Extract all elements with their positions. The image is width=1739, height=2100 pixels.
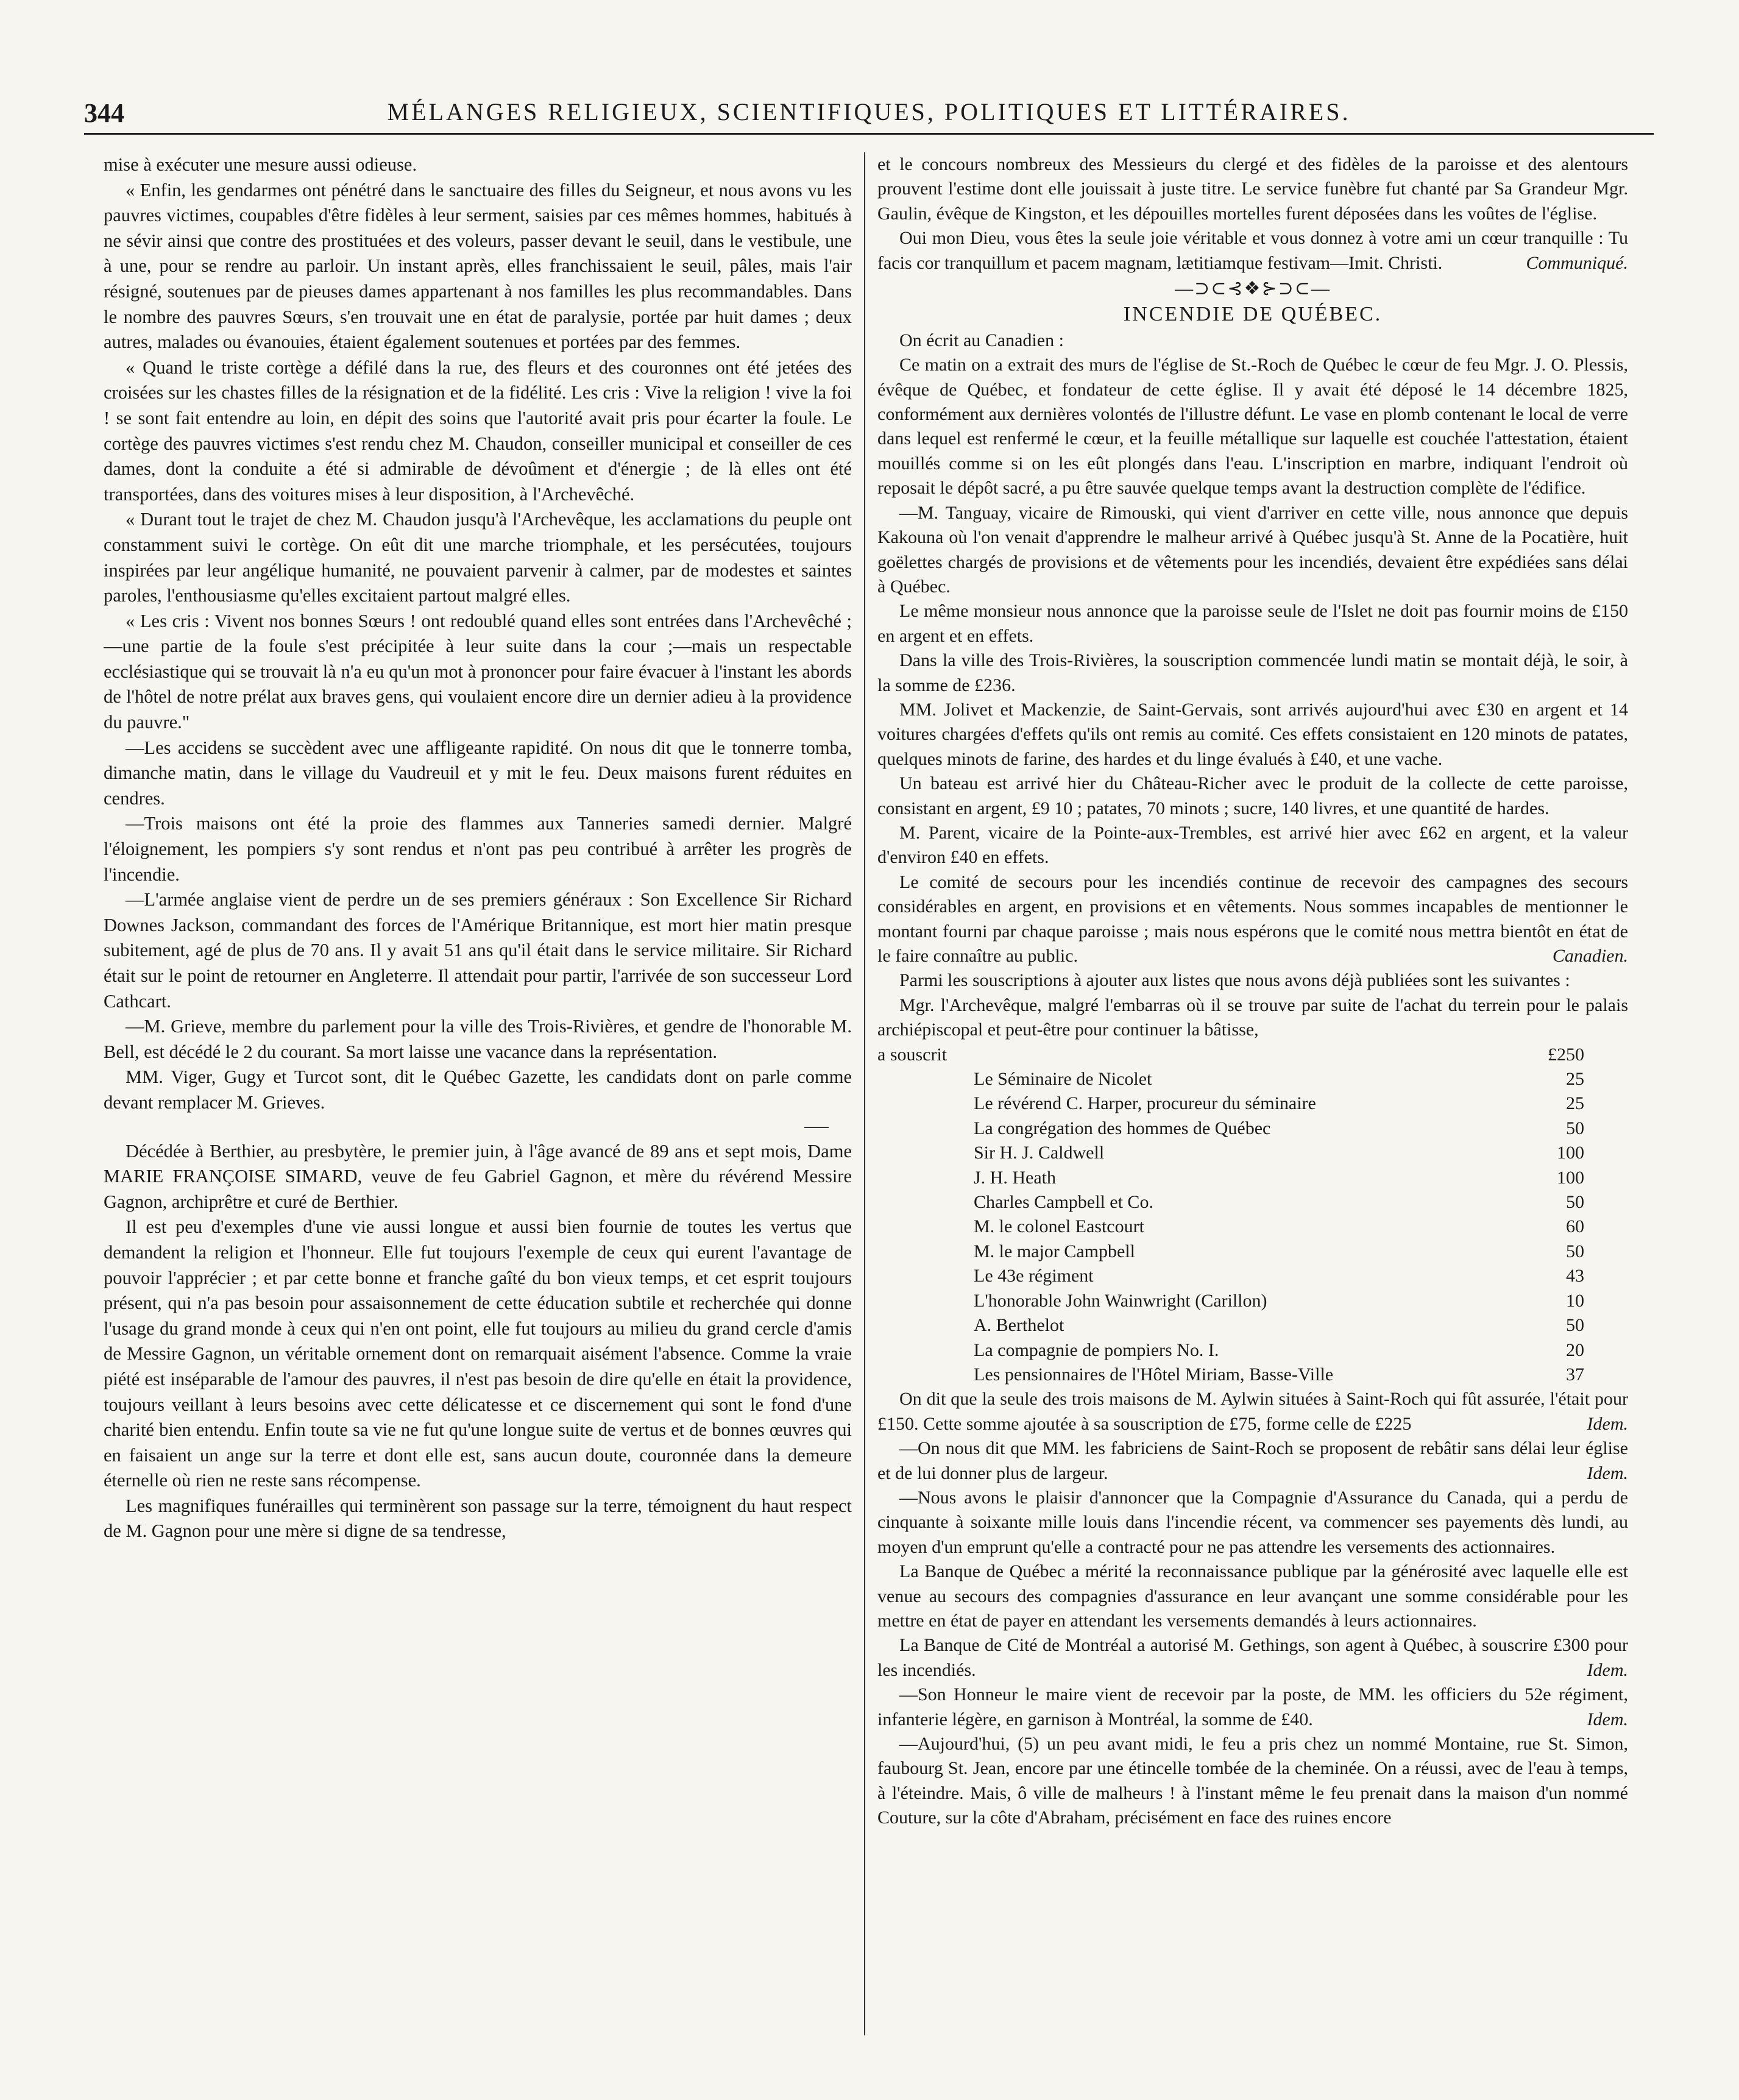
paragraph: mise à exécuter une mesure aussi odieuse.	[104, 154, 417, 175]
subscriber-name: Le 43e régiment	[974, 1266, 1094, 1286]
subscriber-name: Sir H. J. Caldwell	[974, 1143, 1105, 1163]
subscriber-name: M. le major Campbell	[974, 1241, 1135, 1261]
subscription-amount: 50	[1566, 1118, 1584, 1138]
obituary-paragraph: Décédée à Berthier, au presbytère, le premier juin, à l'âge avancé de 89 ans et sept mois, Dame MARIE FRANÇOISE SIMARD, veuve de feu Gabriel Gagnon, et mère du révérend Messire Gagnon, archiprêtre et curé de Berthier.	[104, 1140, 852, 1212]
left-column	[104, 152, 852, 2072]
subscriber-name: L'honorable John Wainwright (Carillon)	[974, 1290, 1267, 1311]
subscription-row	[877, 1240, 1628, 1264]
paragraph: —Aujourd'hui, (5) un peu avant midi, le feu a pris chez un nommé Montaine, rue St. Simon, faubourg St. Jean, encore par une étincelle tombée de la cheminée. On a réussi, avec de l'eau à temps, à l'éteindre. Mais, ô ville de malheurs ! à l'instant même le feu prenait dans la maison d'un nommé Couture, sur la côte d'Abraham, précisément en face des ruines encore	[877, 1734, 1628, 1828]
subscription-amount: 37	[1566, 1364, 1584, 1385]
paragraph-text: —Son Honneur le maire vient de recevoir par la poste, de MM. les officiers du 52e régiment, infanterie légère, en garnison à Montréal, la somme de £40.	[877, 1684, 1628, 1729]
ornament-divider: —⊃⊂⊰❖⊱⊃⊂—	[1175, 278, 1331, 299]
paragraph: MM. Jolivet et Mackenzie, de Saint-Gervais, sont arrivés aujourd'hui avec £30 en argent et 14 voitures chargées d'effets qu'ils ont remis au comité. Ces effets consistaient en 120 minots de patates, quelques minots de farine, des hardes et du linge évalués à £40, et une vache.	[877, 699, 1628, 769]
paragraph: —L'armée anglaise vient de perdre un de ses premiers généraux : Son Excellence Sir Richard Downes Jackson, commandant des forces de l'Amérique Britannique, est mort hier matin presque subitement, agé de plus de 70 ans. Il y avait 51 ans qu'il était dans le service militaire. Sir Richard était sur le point de retourner en Angleterre. Il attendait pour partir, l'arrivée de son successeur Lord Cathcart.	[104, 889, 852, 1012]
subscription-row	[877, 1067, 1628, 1091]
paragraph-text: —On nous dit que MM. les fabriciens de Saint-Roch se proposent de rebâtir sans délai leur église et de lui donner plus de largeur.	[877, 1438, 1628, 1483]
signature: Canadien.	[1552, 946, 1628, 966]
subscription-row	[877, 1116, 1628, 1141]
page-header	[84, 98, 1654, 135]
separator-rule	[804, 1127, 829, 1128]
subscription-amount: 43	[1566, 1266, 1584, 1286]
paragraph-text: On dit que la seule des trois maisons de M. Aylwin situées à Saint-Roch qui fût assurée, l'était pour £150. Cette somme ajoutée à sa souscription de £75, forme celle de £225	[877, 1389, 1628, 1434]
subscriber-name: La congrégation des hommes de Québec	[974, 1118, 1271, 1138]
paragraph	[877, 1683, 1628, 1732]
paragraph	[877, 1387, 1628, 1436]
running-title: MÉLANGES RELIGIEUX, SCIENTIFIQUES, POLITIQUES ET LITTÉRAIRES.	[387, 98, 1351, 126]
signature: Idem.	[1587, 1659, 1628, 1680]
signature: Idem.	[1587, 1413, 1628, 1434]
page-number: 344	[84, 98, 124, 128]
subscription-amount: 20	[1566, 1339, 1584, 1360]
paragraph-text: Oui mon Dieu, vous êtes la seule joie véritable et vous donnez à votre ami un cœur tranquille : Tu facis cor tranquillum et pacem magnam, lætitiamque festivam—Imit. Christi.	[877, 228, 1628, 273]
paragraph: « Les cris : Vivent nos bonnes Sœurs ! ont redoublé quand elles sont entrées dans l'Archevêché ;—une partie de la foule s'est précipitée à leur suite dans la cour ;—mais un respectable ecclésiastique qui se trouvait là n'a eu qu'un mot à prononcer pour faire évacuer à l'instant les abords de l'hôtel de notre prélat aux braves gens, qui voulaient encore dire un dernier adieu à la providence du pauvre."	[104, 610, 852, 733]
subscription-amount: 50	[1566, 1192, 1584, 1213]
subscription-row	[877, 1043, 1628, 1067]
paragraph: MM. Viger, Gugy et Turcot sont, dit le Québec Gazette, les candidats dont on parle comme devant remplacer M. Grieves.	[104, 1066, 852, 1113]
paragraph: —M. Tanguay, vicaire de Rimouski, qui vient d'arriver en cette ville, nous annonce que depuis Kakouna où l'on venait d'apprendre le malheur arrivé à Québec jusqu'à St. Anne de la Pocatière, huit goëlettes chargés de provisions et de vêtements pour les incendiés, devaient être expédiées sans délai à Québec.	[877, 502, 1628, 597]
paragraph: M. Parent, vicaire de la Pointe-aux-Trembles, est arrivé hier avec £62 en argent, et la valeur d'environ £40 en effets.	[877, 822, 1628, 868]
paragraph: « Durant tout le trajet de chez M. Chaudon jusqu'à l'Archevêque, les acclamations du peuple ont constamment suivi le cortège. On eût dit une marche triomphale, et les persécutées, toujours inspirées par leur angélique humanité, ne pouvaient parvenir à calmer, par de modestes et saintes paroles, l'enthousiasme qu'elles excitaient partout malgré elles.	[104, 509, 852, 606]
paragraph: —Trois maisons ont été la proie des flammes aux Tanneries samedi dernier. Malgré l'éloignement, les pompiers s'y sont rendus et n'ont pas peu contribué à arrêter les progrès de l'incendie.	[104, 813, 852, 885]
subscription-row	[877, 1190, 1628, 1215]
subscriber-name: A. Berthelot	[974, 1315, 1064, 1336]
paragraph	[877, 1436, 1628, 1486]
subscription-row	[877, 1289, 1628, 1313]
subscription-row	[877, 1141, 1628, 1165]
subscriber-name: La compagnie de pompiers No. I.	[974, 1339, 1219, 1360]
subscription-amount: 100	[1557, 1167, 1584, 1188]
subscriber-name: J. H. Heath	[974, 1167, 1056, 1188]
obituary-paragraph: Il est peu d'exemples d'une vie aussi longue et aussi bien fournie de toutes les vertus que demandent la religion et l'honneur. Elle fut toujours l'exemple de ceux qui eurent l'avantage de pouvoir l'apprécier ; et par cette bonne et franche gaîté du bon vieux temps, et cet esprit toujours présent, qui n'a pas besoin pour assaisonnement de cette éducation subtile et recherchée qui donne l'usage du grand monde à ceux qui n'en ont point, elle fut toujours au milieu du grand cercle d'amis de Messire Gagnon, un véritable ornement dont on remarquait aisément l'absence. Comme la vraie piété est inséparable de l'amour des pauvres, il n'est pas besoin de dire qu'elle en était la providence, toujours veillant à leurs besoins avec cette délicatesse et ce discernement qui sont le fond d'une charité bien entendu. Enfin toute sa vie ne fut qu'une longue suite de vertus et de bonnes œuvres qui en faisaient un ange sur la terre et dont elle est, sans aucun doute, couronnée dans la demeure éternelle où rien ne reste sans récompense.	[104, 1216, 852, 1491]
subscription-row	[877, 1264, 1628, 1288]
subscription-row	[877, 1338, 1628, 1363]
subscription-row	[877, 1313, 1628, 1338]
subscription-amount: 10	[1566, 1290, 1584, 1311]
paragraph: Le même monsieur nous annonce que la paroisse seule de l'Islet ne doit pas fournir moins de £150 en argent et en effets.	[877, 601, 1628, 646]
paragraph: —M. Grieve, membre du parlement pour la ville des Trois-Rivières, et gendre de l'honorable M. Bell, est décédé le 2 du courant. Sa mort laisse une vacance dans la représentation.	[104, 1016, 852, 1062]
paragraph	[877, 226, 1628, 275]
signature: Idem.	[1587, 1463, 1628, 1483]
paragraph: Parmi les souscriptions à ajouter aux listes que nous avons déjà publiées sont les suivantes :	[899, 970, 1570, 991]
subscription-amount: £250	[1548, 1044, 1584, 1065]
signature: Communiqué.	[1526, 252, 1628, 273]
subscriber-name: Les pensionnaires de l'Hôtel Miriam, Basse-Ville	[974, 1364, 1334, 1385]
subscription-row	[877, 1091, 1628, 1116]
subscription-amount: 25	[1566, 1069, 1584, 1090]
paragraph: « Quand le triste cortège a défilé dans la rue, des fleurs et des couronnes ont été jetées des croisées sur les chastes filles de la résignation et de la fidélité. Les cris : Vive la religion ! vive la foi ! se sont fait entendre au loin, en dépit des soins que l'autorité avait pris pour écarter la foule. Le cortège des pauvres victimes s'est rendu chez M. Chaudon, conseiller municipal et conseiller de ces dames, dont la conduite a été si admirable de dévoûment et d'énergie ; de là elles ont été transportées, dans des voitures mises à leur disposition, à l'Archevêché.	[104, 357, 852, 505]
subscription-amount: 60	[1566, 1216, 1584, 1237]
subscription-amount: 50	[1566, 1315, 1584, 1336]
subscription-amount: 50	[1566, 1241, 1584, 1261]
subscription-list	[877, 1043, 1628, 1388]
paragraph: On écrit au Canadien :	[899, 330, 1064, 350]
section-title: INCENDIE DE QUÉBEC.	[1123, 303, 1383, 326]
paragraph: Un bateau est arrivé hier du Château-Richer avec le produit de la collecte de cette paroisse, consistant en argent, £9 10 ; patates, 70 minots ; sucre, 140 livres, et une quantité de hardes.	[877, 773, 1628, 818]
paragraph-text: Le comité de secours pour les incendiés continue de recevoir des campagnes des secours considérables en argent, en provisions et en vêtements. Nous sommes incapables de mentionner le montant fourni par chaque paroisse ; mais nous espérons que le comité nous mettra bientôt en état de le faire connaître au public.	[877, 871, 1628, 966]
subscriber-name: Le Séminaire de Nicolet	[974, 1069, 1152, 1090]
subscription-row	[877, 1166, 1628, 1190]
paragraph: Dans la ville des Trois-Rivières, la souscription commencée lundi matin se montait déjà, le soir, à la somme de £236.	[877, 650, 1628, 695]
paragraph: et le concours nombreux des Messieurs du clergé et des fidèles de la paroisse et des alentours prouvent l'estime dont elle jouissait à juste titre. Le service funèbre fut chanté par Sa Grandeur Mgr. Gaulin, évêque de Kingston, et les dépouilles mortelles furent déposées dans les voûtes de l'église.	[877, 154, 1628, 224]
obituary-paragraph: Les magnifiques funérailles qui terminèrent son passage sur la terre, témoignent du haut respect de M. Gagnon pour une mère si digne de sa tendresse,	[104, 1495, 852, 1542]
paragraph: Mgr. l'Archevêque, malgré l'embarras où il se trouve par suite de l'achat du terrein pour le palais archiépiscopal et peut-être pour continuer la bâtisse,	[877, 995, 1628, 1040]
signature: Idem.	[1587, 1709, 1628, 1729]
subscriber-name: Charles Campbell et Co.	[974, 1192, 1153, 1213]
paragraph: Ce matin on a extrait des murs de l'église de St.-Roch de Québec le cœur de feu Mgr. J. O. Plessis, évêque de Québec, et fondateur de cette église. Il y avait été déposé le 14 décembre 1825, conformément aux dernières volontés de l'illustre défunt. Le vase en plomb contenant le local de verre dans lequel est renfermé le cœur, et la feuille métallique sur laquelle est couchée l'attestation, étaient mouillés comme si on les eût plongés dans l'eau. L'inscription en marbre, indiquant l'endroit où reposait le dépôt sacré, a pu être sauvée quelque temps avant la destruction complète de l'édifice.	[877, 355, 1628, 498]
paragraph	[877, 870, 1628, 969]
right-column	[877, 152, 1628, 2072]
subscriber-name: a souscrit	[877, 1044, 947, 1065]
paragraph: —Les accidens se succèdent avec une affligeante rapidité. On nous dit que le tonnerre tomba, dimanche matin, dans le village du Vaudreuil et y mit le feu. Deux maisons furent réduites en cendres.	[104, 737, 852, 809]
column-rule	[864, 152, 865, 2035]
paragraph: La Banque de Québec a mérité la reconnaissance publique par la générosité avec laquelle elle est venue au secours des compagnies d'assurance en leur avançant une somme considérable pour les mettre en état de payer en attendant les versements demandés à leurs actionnaires.	[877, 1561, 1628, 1631]
paragraph-text: La Banque de Cité de Montréal a autorisé M. Gethings, son agent à Québec, à souscrire £300 pour les incendiés.	[877, 1635, 1628, 1680]
paragraph: —Nous avons le plaisir d'annoncer que la Compagnie d'Assurance du Canada, qui a perdu de cinquante à soixante mille louis dans l'incendie récent, va commencer ses payements dès lundi, au moyen d'un emprunt qu'elle a contracté pour ne pas attendre les versements des actionnaires.	[877, 1487, 1628, 1557]
subscriber-name: Le révérend C. Harper, procureur du séminaire	[974, 1093, 1316, 1114]
subscriber-name: M. le colonel Eastcourt	[974, 1216, 1144, 1237]
paragraph	[877, 1633, 1628, 1683]
subscription-row	[877, 1215, 1628, 1239]
subscription-amount: 100	[1557, 1143, 1584, 1163]
subscription-amount: 25	[1566, 1093, 1584, 1114]
subscription-row	[877, 1363, 1628, 1387]
paragraph: « Enfin, les gendarmes ont pénétré dans le sanctuaire des filles du Seigneur, et nous avons vu les pauvres victimes, coupables d'être fidèles à leur serment, saisies par ces mêmes hommes, habitués à ne sévir ainsi que contre des prostituées et des voleurs, passer devant le seuil, dans le vestibule, une à une, pour se rendre au parloir. Un instant après, elles franchissaient le seuil, pâles, mais l'air résigné, soutenues par de pieuses dames appartenant à nos familles les plus recommandables. Dans le nombre des pauvres Sœurs, s'en trouvait une en état de paralysie, portée par huit dames ; deux autres, malades ou évanouies, étaient également soutenues et portées par des femmes.	[104, 179, 852, 353]
